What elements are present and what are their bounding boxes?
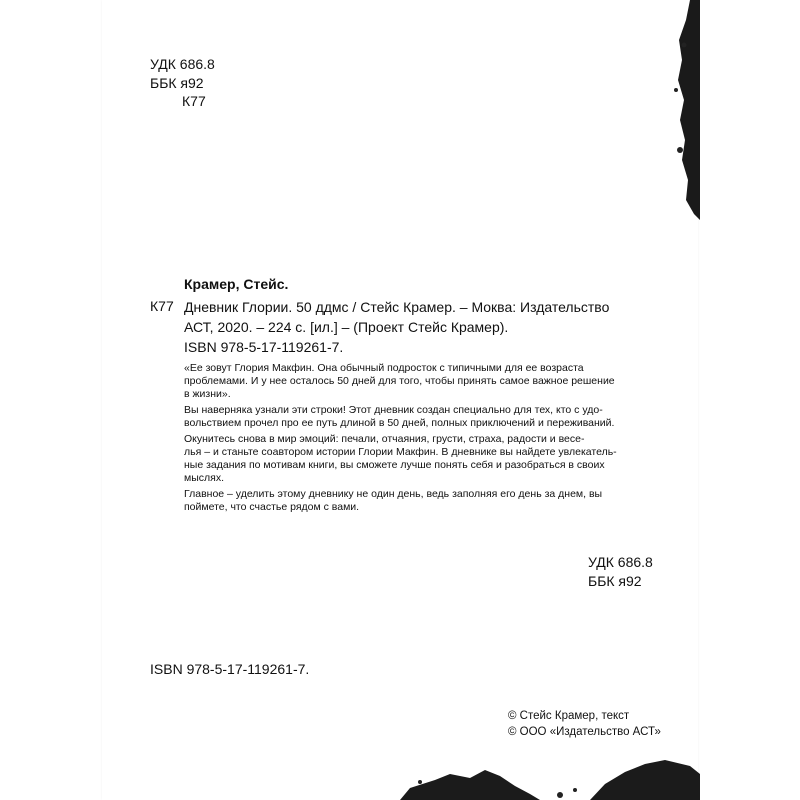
author-sign-top: К77 [182, 93, 206, 109]
annotation-line: в жизни». [184, 388, 231, 400]
udk-code: УДК 686.8 [150, 56, 215, 72]
catalog-isbn: ISBN 978-5-17-119261-7. [184, 339, 344, 355]
annotation-line: ные задания по мотивам книги, вы сможете лучше понять себя и разобраться в своих [184, 459, 605, 471]
annotation-line: Вы наверняка узнали эти строки! Этот дневник создан специально для тех, кто с удо- [184, 404, 603, 416]
annotation-paragraph [184, 433, 664, 485]
ink-blot-top-right [660, 0, 700, 220]
annotation-line: «Ее зовут Глория Макфин. Она обычный подросток с типичными для ее возраста [184, 362, 584, 374]
catalog-description [184, 297, 660, 337]
udk-block-top [150, 55, 215, 93]
catalog-author-sign: К77 [150, 298, 174, 314]
catalog-author: Крамер, Стейс. [184, 276, 289, 292]
udk-code: УДК 686.8 [588, 554, 653, 570]
annotation-line: Главное – уделить этому дневнику не один день, ведь заполняя его день за днем, вы [184, 488, 603, 500]
bbk-code: ББК я92 [150, 75, 204, 91]
copyright-author: © Стейс Крамер, текст [508, 710, 630, 722]
annotation-line: проблемами. И у нее осталось 50 дней для того, чтобы принять самое важное решение [184, 375, 615, 387]
annotation-line: мыслях. [184, 472, 224, 484]
annotation-line: Окунитесь снова в мир эмоций: печали, отчаяния, грусти, страха, радости и весе- [184, 433, 585, 445]
copyright-block [508, 708, 661, 740]
udk-block-bottom [588, 553, 653, 591]
annotation-paragraph [184, 488, 664, 514]
copyright-publisher: © ООО «Издательство АСТ» [508, 726, 661, 738]
annotation-line: лья – и станьте соавтором истории Глории Макфин. В дневнике вы найдете увлекатель- [184, 446, 617, 458]
catalog-description-line: АСТ, 2020. – 224 с. [ил.] – (Проект Стейс Крамер). [184, 319, 509, 335]
annotation-paragraph [184, 404, 664, 430]
ink-blot-bottom [390, 740, 700, 800]
footer-isbn: ISBN 978-5-17-119261-7. [150, 661, 310, 677]
bbk-code: ББК я92 [588, 573, 642, 589]
catalog-description-line: Дневник Глории. 50 ддмс / Стейс Крамер. – Моква: Издательство [184, 299, 610, 315]
annotation-paragraph [184, 362, 664, 401]
annotation-line: поймете, что счастье рядом с вами. [184, 501, 360, 513]
annotation [184, 362, 664, 517]
annotation-line: вольствием прочел про ее путь длиной в 50 дней, полных приключений и переживаний. [184, 417, 615, 429]
